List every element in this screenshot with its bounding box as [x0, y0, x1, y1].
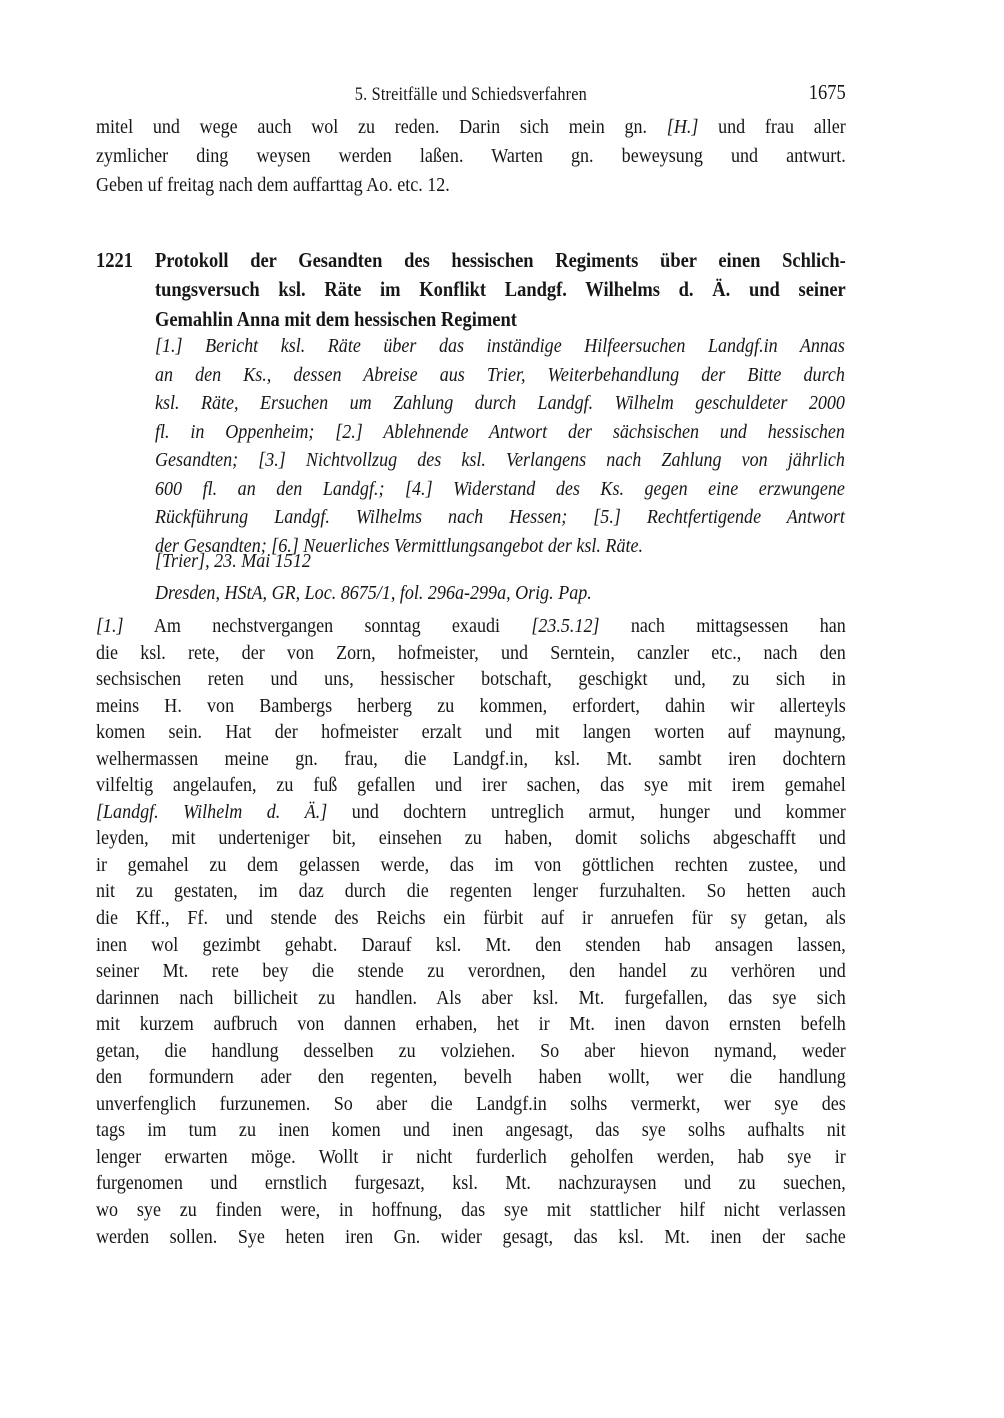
section-title: 5. Streitfälle und Schiedsverfahren: [354, 85, 587, 105]
entry-body-paragraph: [96, 613, 846, 1250]
text-run: ksl. Räte, Ersuchen um Zahlung durch Landgf. Wilhelm geschuldeter 2000: [155, 392, 845, 414]
text-line: [96, 666, 846, 693]
text-line: [96, 852, 846, 879]
text-run: inen wol gezimbt gehabt. Darauf ksl. Mt. den stenden hab ansagen lassen,: [96, 933, 846, 956]
page-number: 1675: [808, 80, 846, 104]
text-run: 600 fl. an den Landgf.; [4.] Widerstand des Ks. gegen eine erzwungene: [155, 477, 845, 500]
entry-date: [Trier], 23. Mai 1512: [155, 550, 311, 572]
text-line: [96, 693, 846, 720]
italic-text-run: [1.]: [96, 615, 124, 637]
text-line: [96, 825, 846, 852]
text-line: [96, 171, 846, 200]
text-line: [96, 719, 846, 746]
italic-text-run: [23.5.12]: [531, 615, 600, 637]
text-run: furgenomen und ernstlich furgesazt, ksl. Mt. nachzuraysen und zu suechen,: [96, 1172, 846, 1195]
text-line: [96, 1170, 846, 1197]
text-run: Rückführung Landgf. Wilhelms nach Hessen; [5.] Rechtfertigende Antwort: [155, 506, 845, 528]
entry-title: [155, 246, 846, 334]
text-run: nit zu gestaten, im daz durch die regenten lenger furzuhalten. So hetten auch: [96, 880, 846, 903]
text-line: [96, 1064, 846, 1091]
text-run: unverfenglich furzunemen. So aber die Landgf.in solhs vermerkt, wer sye des: [96, 1092, 846, 1115]
running-header: [96, 80, 846, 106]
text-run: ir gemahel zu dem gelassen werde, das im von göttlichen rechten zustee, und: [96, 853, 846, 876]
text-run: tungsversuch ksl. Räte im Konflikt Landgf. Wilhelms d. Ä. und seiner: [154, 277, 846, 302]
text-line: [96, 1224, 846, 1251]
text-run: mit kurzem aufbruch von dannen erhaben, het ir Mt. inen davon ernsten befelh: [96, 1013, 846, 1036]
text-run: meins H. von Bambergs herberg zu kommen, erfordert, dahin wir allerteyls: [96, 694, 846, 717]
text-run: zymlicher ding weysen werden laßen. Warten gn. beweysung und antwurt.: [96, 145, 846, 167]
text-line: [155, 503, 845, 532]
text-run: Am nechstvergangen sonntag exaudi: [123, 615, 532, 637]
text-run: Protokoll der Gesandten des hessischen Regiments über einen Schlich-: [154, 248, 846, 272]
text-run: [1.] Bericht ksl. Räte über das inständige Hilfeersuchen Landgf.in Annas: [155, 335, 845, 357]
text-run: tags im tum zu inen komen und inen angesagt, das sye solhs aufhalts nit: [96, 1119, 846, 1142]
text-run: die Kff., Ff. und stende des Reichs ein fürbit auf ir anruefen für sy getan, als: [96, 907, 846, 930]
text-line: [96, 1011, 846, 1038]
text-run: Geben uf freitag nach dem auffarttag Ao. etc. 12.: [96, 174, 450, 196]
text-line: [96, 958, 846, 985]
text-run: vilfeltig angelaufen, zu fuß gefallen und irer sachen, das sye mit irem gemahel: [96, 774, 846, 797]
entry-summary: [155, 332, 845, 560]
text-line: [96, 1038, 846, 1065]
text-run: lenger erwarten möge. Wollt ir nicht furderlich geholfen werden, hab sye ir: [96, 1145, 846, 1168]
entry-heading: [96, 246, 846, 334]
text-run: und frau aller: [698, 116, 846, 138]
text-run: komen sein. Hat der hofmeister erzalt und mit langen worten auf maynung,: [96, 721, 846, 744]
text-run: leyden, mit underteniger bit, einsehen zu haben, domit solichs abgeschafft und: [96, 827, 846, 850]
italic-text-run: [H.]: [666, 116, 699, 138]
text-run: darinnen nach billicheit zu handlen. Als aber ksl. Mt. furgefallen, das sye sich: [96, 986, 846, 1009]
text-run: wo sye zu finden were, in hoffnung, das sye mit stattlicher hilf nicht verlassen: [96, 1199, 846, 1222]
text-line: [96, 142, 846, 171]
text-line: [96, 1197, 846, 1224]
text-line: [96, 905, 846, 932]
text-line: [96, 1144, 846, 1171]
text-line: [96, 1117, 846, 1144]
text-run: und dochtern untreglich armut, hunger und kommer: [327, 800, 846, 823]
text-run: Gemahlin Anna mit dem hessischen Regiment: [154, 306, 517, 331]
text-line: [96, 746, 846, 773]
text-line: [96, 772, 846, 799]
text-run: die ksl. rete, der von Zorn, hofmeister, und Serntein, canzler etc., nach den: [96, 641, 846, 664]
carryover-paragraph: [96, 113, 846, 200]
text-line: [155, 246, 846, 275]
text-line: [96, 1091, 846, 1118]
text-line: [96, 985, 846, 1012]
text-line: [96, 878, 846, 905]
text-line: [155, 475, 845, 504]
entry-archive-reference: Dresden, HStA, GR, Loc. 8675/1, fol. 296a-299a, Orig. Pap.: [155, 582, 592, 604]
text-run: an den Ks., dessen Abreise aus Trier, Weiterbehandlung der Bitte durch: [155, 363, 845, 386]
text-run: fl. in Oppenheim; [2.] Ablehnende Antwort der sächsischen und hessischen: [155, 420, 845, 443]
text-run: nach mittagsessen han: [599, 615, 846, 637]
text-line: [96, 799, 846, 826]
text-line: [155, 305, 846, 334]
text-line: [155, 418, 845, 447]
text-line: [155, 275, 846, 304]
text-line: [96, 613, 846, 640]
text-run: werden sollen. Sye heten iren Gn. wider gesagt, das ksl. Mt. inen der sache: [96, 1225, 846, 1248]
italic-text-run: [Landgf. Wilhelm d. Ä.]: [96, 800, 328, 823]
text-line: [155, 332, 845, 361]
text-line: [155, 361, 845, 390]
text-line: [155, 389, 845, 418]
text-line: [155, 446, 845, 475]
text-run: den formundern ader den regenten, bevelh haben wollt, wer die handlung: [96, 1066, 846, 1089]
text-run: seiner Mt. rete bey die stende zu verordnen, den handel zu verhören und: [96, 960, 846, 983]
text-run: der Gesandten; [6.] Neuerliches Vermittlungsangebot der ksl. Räte.: [155, 534, 644, 557]
text-line: [96, 932, 846, 959]
text-run: Gesandten; [3.] Nichtvollzug des ksl. Verlangens nach Zahlung von jährlich: [155, 449, 845, 471]
text-line: [96, 113, 846, 142]
text-run: getan, die handlung desselben zu volziehen. So aber hievon nymand, weder: [96, 1039, 846, 1062]
text-run: welhermassen meine gn. frau, die Landgf.in, ksl. Mt. sambt iren dochtern: [96, 747, 846, 770]
text-line: [96, 640, 846, 667]
entry-number: 1221: [96, 248, 133, 272]
text-run: sechsischen reten und uns, hessischer botschaft, geschigkt und, zu sich in: [96, 668, 846, 691]
text-run: mitel und wege auch wol zu reden. Darin sich mein gn.: [96, 116, 667, 138]
